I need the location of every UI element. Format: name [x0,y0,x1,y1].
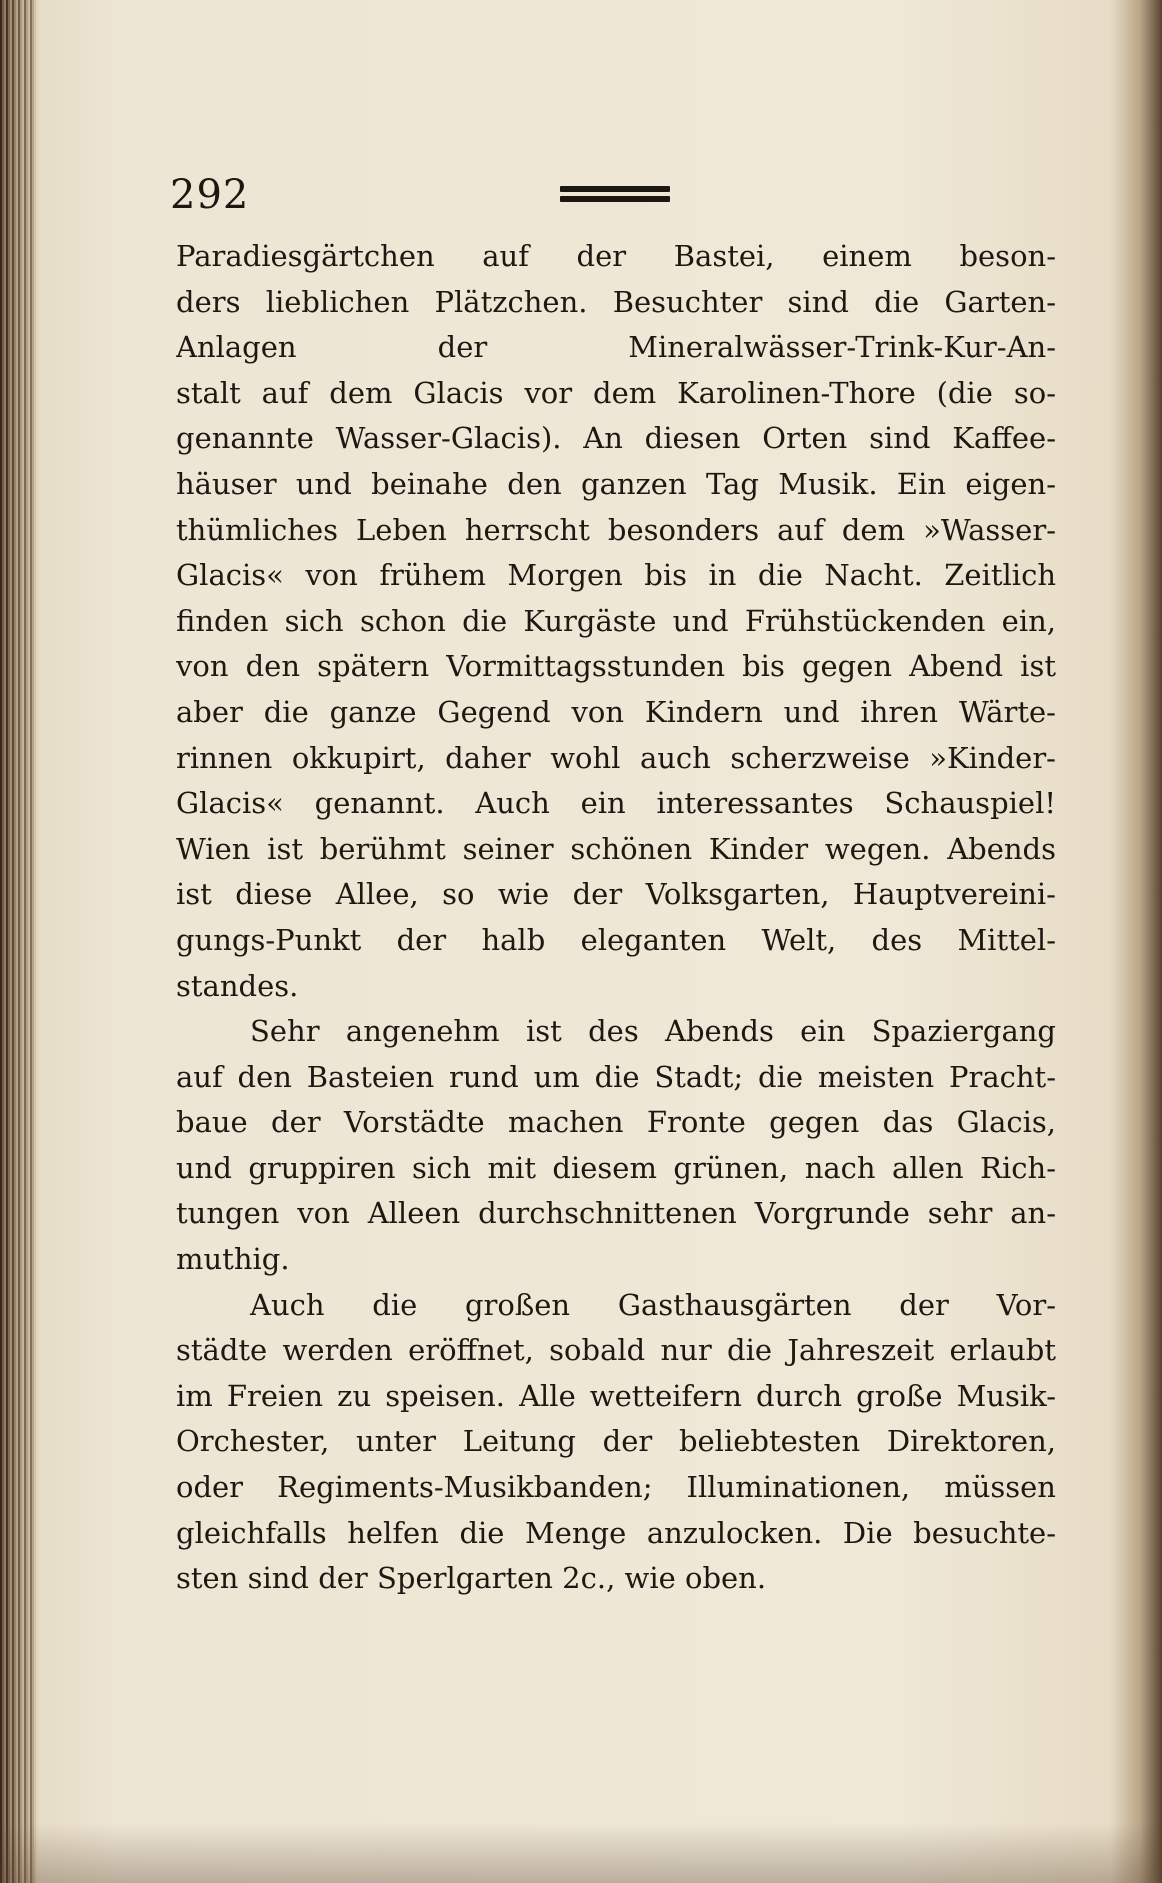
text-line: gungs-Punkt der halb eleganten Welt, des Mittel- [176,922,1056,957]
page-stack-edge [0,0,36,1883]
text-line: oder Regiments-Musikbanden; Illuminationen, müssen [176,1470,1056,1505]
text-line: muthig. [176,1242,290,1277]
text-line: Auch die großen Gasthausgärten der Vor- [250,1287,1056,1322]
text-line: standes. [176,968,299,1003]
text-line: Anlagen der Mineralwässer-Trink-Kur-An- [176,330,1056,365]
text-line: auf den Basteien rund um die Stadt; die meisten Pracht- [176,1059,1056,1094]
page-shadow [0,1823,1162,1883]
text-line: sten sind der Sperlgarten 2c., wie oben. [176,1561,767,1596]
text-line: gleichfalls helfen die Menge anzulocken. Die besuchte- [176,1515,1056,1550]
text-line: Glacis« genannt. Auch ein interessantes Schauspiel! [176,786,1056,821]
text-line: aber die ganze Gegend von Kindern und ihren Wärte- [176,694,1056,729]
page-number: 292 [170,172,250,218]
text-line: Orchester, unter Leitung der beliebtesten Direktoren, [176,1424,1056,1459]
text-line: thümliches Leben herrscht besonders auf dem »Wasser- [176,512,1056,547]
text-line: häuser und beinahe den ganzen Tag Musik. Ein eigen- [176,466,1056,501]
text-line: Wien ist berühmt seiner schönen Kinder wegen. Abends [176,831,1056,866]
ornament-rule [560,186,670,204]
text-line: Sehr angenehm ist des Abends ein Spaziergang [250,1014,1056,1049]
text-line: von den spätern Vormittagsstunden bis gegen Abend ist [176,649,1056,684]
text-line: rinnen okkupirt, daher wohl auch scherzweise »Kinder- [176,740,1056,775]
text-line: ders lieblichen Plätzchen. Besuchter sind die Garten- [176,284,1056,319]
text-line: Glacis« von frühem Morgen bis in die Nacht. Zeitlich [176,558,1056,593]
text-line: Paradiesgärtchen auf der Bastei, einem beson- [176,239,1056,273]
text-line: baue der Vorstädte machen Fronte gegen das Glacis, [176,1105,1056,1140]
text-line: städte werden eröffnet, sobald nur die Jahreszeit erlaubt [176,1333,1056,1368]
text-line: tungen von Alleen durchschnittenen Vorgrunde sehr an- [176,1196,1056,1231]
rule-line-bottom [560,196,670,202]
text-line: genannte Wasser-Glacis). An diesen Orten sind Kaffee- [176,421,1056,456]
rule-line-top [560,186,670,192]
text-line: finden sich schon die Kurgäste und Frühstückenden ein, [176,603,1056,638]
text-line: und gruppiren sich mit diesem grünen, nach allen Rich- [176,1150,1056,1185]
text-line: im Freien zu speisen. Alle wetteifern durch große Musik- [176,1378,1056,1413]
page-header [170,172,1050,222]
body-text [176,234,1056,1602]
text-line: stalt auf dem Glacis vor dem Karolinen-Thore (die so- [176,375,1056,410]
text-line: ist diese Allee, so wie der Volksgarten, Hauptvereini- [176,877,1056,912]
